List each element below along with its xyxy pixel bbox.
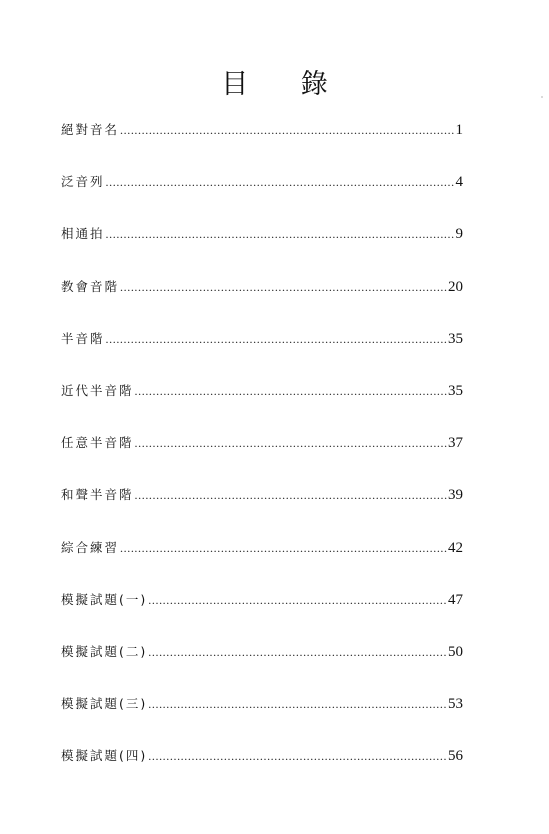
toc-entry-title: 和聲半音階 bbox=[61, 487, 134, 503]
toc-entry-page: 56 bbox=[448, 748, 463, 765]
toc-entry-title: 任意半音階 bbox=[61, 435, 134, 451]
toc-list bbox=[61, 120, 463, 798]
dot-leader bbox=[148, 590, 447, 610]
toc-entry-title: 相通拍 bbox=[61, 226, 105, 242]
dot-leader bbox=[106, 172, 455, 192]
toc-entry-page: 53 bbox=[448, 696, 463, 713]
dot-leader bbox=[106, 224, 455, 244]
toc-entry[interactable] bbox=[61, 329, 463, 381]
toc-entry-title: 近代半音階 bbox=[61, 382, 134, 398]
toc-entry[interactable] bbox=[61, 120, 463, 172]
toc-entry[interactable] bbox=[61, 277, 463, 329]
toc-entry-page: 47 bbox=[448, 591, 463, 608]
toc-entry-title: 模擬試題(四) bbox=[61, 748, 148, 764]
toc-entry[interactable] bbox=[61, 642, 463, 694]
dot-leader bbox=[106, 329, 447, 349]
toc-entry[interactable] bbox=[61, 485, 463, 537]
dot-leader bbox=[120, 538, 447, 558]
toc-entry[interactable] bbox=[61, 172, 463, 224]
toc-entry-title: 模擬試題(三) bbox=[61, 696, 148, 712]
toc-entry-page: 39 bbox=[448, 487, 463, 504]
toc-entry[interactable] bbox=[61, 224, 463, 276]
dot-leader bbox=[135, 433, 447, 453]
toc-entry-title: 絕對音名 bbox=[61, 122, 120, 137]
toc-entry[interactable] bbox=[61, 433, 463, 485]
dot-leader bbox=[120, 120, 454, 140]
toc-entry[interactable] bbox=[61, 381, 463, 433]
dot-leader bbox=[148, 746, 447, 766]
toc-entry[interactable] bbox=[61, 590, 463, 642]
dot-leader bbox=[135, 485, 447, 505]
dot-leader bbox=[135, 381, 447, 401]
toc-entry-page: 37 bbox=[448, 435, 463, 452]
dot-leader bbox=[148, 694, 447, 714]
dot-leader bbox=[120, 277, 447, 297]
toc-entry[interactable] bbox=[61, 694, 463, 746]
toc-entry-page: 1 bbox=[455, 122, 463, 138]
toc-entry-title: 教會音階 bbox=[61, 278, 120, 294]
toc-entry-title: 模擬試題(二) bbox=[61, 643, 148, 659]
toc-entry[interactable] bbox=[61, 746, 463, 798]
toc-entry-page: 50 bbox=[448, 643, 463, 660]
dot-leader bbox=[148, 642, 447, 662]
toc-entry-title: 半音階 bbox=[61, 330, 105, 346]
toc-entry-page: 9 bbox=[455, 226, 463, 243]
toc-entry-title: 模擬試題(一) bbox=[61, 591, 148, 607]
toc-entry-page: 4 bbox=[455, 174, 463, 191]
toc-entry-page: 42 bbox=[448, 539, 463, 556]
toc-entry[interactable] bbox=[61, 538, 463, 590]
toc-entry-title: 泛音列 bbox=[61, 174, 105, 190]
toc-entry-page: 35 bbox=[448, 382, 463, 399]
toc-entry-page: 20 bbox=[448, 278, 463, 295]
toc-entry-page: 35 bbox=[448, 330, 463, 347]
page-title: 目 錄 bbox=[221, 69, 350, 100]
toc-entry-title: 綜合練習 bbox=[61, 539, 120, 555]
scan-speck bbox=[541, 96, 543, 98]
